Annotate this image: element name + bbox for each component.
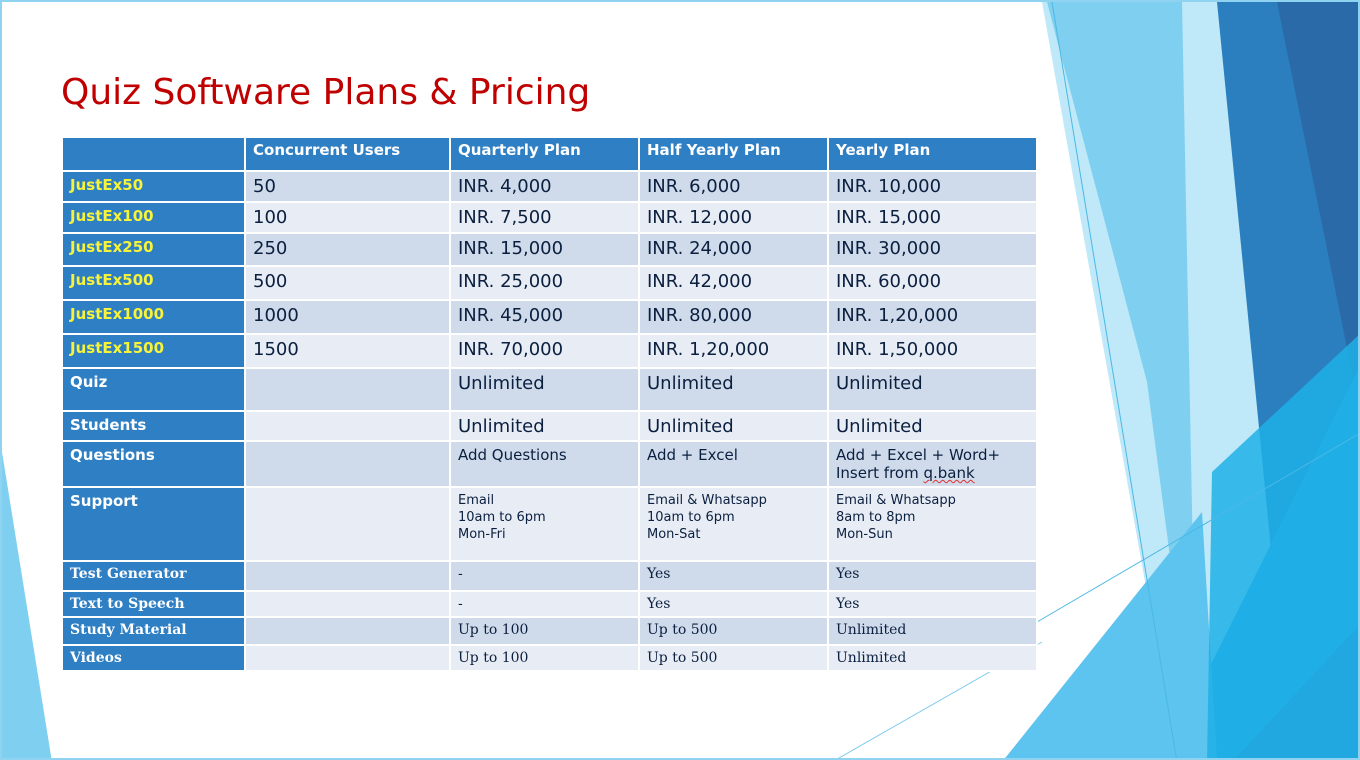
feature-yearly (828, 441, 1037, 487)
feature-yearly: Yes (828, 591, 1037, 617)
feature-label: Quiz (62, 368, 245, 411)
feature-half-yearly: Yes (639, 591, 828, 617)
feature-quarterly: Up to 100 (450, 645, 639, 671)
feature-quarterly: - (450, 591, 639, 617)
feature-half-yearly: Unlimited (639, 368, 828, 411)
plan-yearly-price: INR. 30,000 (828, 233, 1037, 266)
support-line: Email (458, 493, 495, 508)
plan-yearly-price: INR. 1,20,000 (828, 300, 1037, 334)
plan-half-yearly-price: INR. 1,20,000 (639, 334, 828, 368)
feature-yearly: Unlimited (828, 617, 1037, 645)
plan-half-yearly-price: INR. 12,000 (639, 202, 828, 233)
support-line: 10am to 6pm (647, 510, 735, 525)
plan-quarterly-price: INR. 4,000 (450, 171, 639, 202)
table-row (62, 300, 1037, 334)
feature-yearly: Yes (828, 561, 1037, 591)
feature-users-empty (245, 645, 450, 671)
table-row (62, 171, 1037, 202)
plan-name: JustEx100 (62, 202, 245, 233)
plan-yearly-price: INR. 10,000 (828, 171, 1037, 202)
plan-name: JustEx50 (62, 171, 245, 202)
support-line: Mon-Sun (836, 527, 893, 542)
questions-yearly-line2-prefix: Insert from (836, 464, 924, 482)
plan-quarterly-price: INR. 45,000 (450, 300, 639, 334)
plan-name: JustEx1000 (62, 300, 245, 334)
feature-label: Videos (62, 645, 245, 671)
feature-users-empty (245, 487, 450, 561)
table-row (62, 266, 1037, 300)
questions-yearly-line1: Add + Excel + Word+ (836, 446, 1001, 464)
support-line: Mon-Sat (647, 527, 701, 542)
feature-users-empty (245, 561, 450, 591)
support-line: Email & Whatsapp (836, 493, 956, 508)
feature-label: Students (62, 411, 245, 441)
feature-half-yearly: Add + Excel (639, 441, 828, 487)
feature-yearly: Unlimited (828, 645, 1037, 671)
header-yearly-plan: Yearly Plan (828, 137, 1037, 171)
plan-quarterly-price: INR. 25,000 (450, 266, 639, 300)
table-row-questions (62, 441, 1037, 487)
plan-name: JustEx500 (62, 266, 245, 300)
header-empty-cell (62, 137, 245, 171)
feature-label: Text to Speech (62, 591, 245, 617)
table-row-test-generator (62, 561, 1037, 591)
questions-yearly-line2 (836, 464, 1029, 482)
header-concurrent-users: Concurrent Users (245, 137, 450, 171)
slide-title: Quiz Software Plans & Pricing (61, 72, 591, 113)
feature-users-empty (245, 591, 450, 617)
feature-users-empty (245, 441, 450, 487)
plan-users: 500 (245, 266, 450, 300)
plan-users: 250 (245, 233, 450, 266)
feature-yearly: Unlimited (828, 411, 1037, 441)
table-row-support (62, 487, 1037, 561)
feature-label: Support (62, 487, 245, 561)
header-half-yearly-plan: Half Yearly Plan (639, 137, 828, 171)
feature-half-yearly: Yes (639, 561, 828, 591)
table-row (62, 233, 1037, 266)
feature-label: Study Material (62, 617, 245, 645)
feature-quarterly: Up to 100 (450, 617, 639, 645)
table-row-quiz (62, 368, 1037, 411)
plan-quarterly-price: INR. 70,000 (450, 334, 639, 368)
plan-quarterly-price: INR. 7,500 (450, 202, 639, 233)
plan-users: 50 (245, 171, 450, 202)
plan-half-yearly-price: INR. 80,000 (639, 300, 828, 334)
plan-quarterly-price: INR. 15,000 (450, 233, 639, 266)
feature-yearly (828, 487, 1037, 561)
plan-half-yearly-price: INR. 42,000 (639, 266, 828, 300)
plan-users: 1000 (245, 300, 450, 334)
table-row (62, 334, 1037, 368)
plan-half-yearly-price: INR. 24,000 (639, 233, 828, 266)
feature-quarterly: Unlimited (450, 411, 639, 441)
feature-label: Test Generator (62, 561, 245, 591)
feature-users-empty (245, 368, 450, 411)
feature-users-empty (245, 617, 450, 645)
plan-name: JustEx250 (62, 233, 245, 266)
plan-users: 1500 (245, 334, 450, 368)
plan-half-yearly-price: INR. 6,000 (639, 171, 828, 202)
feature-half-yearly: Unlimited (639, 411, 828, 441)
feature-quarterly: Unlimited (450, 368, 639, 411)
plan-name: JustEx1500 (62, 334, 245, 368)
questions-yearly-qbank: q.bank (923, 464, 975, 482)
header-quarterly-plan: Quarterly Plan (450, 137, 639, 171)
feature-quarterly: - (450, 561, 639, 591)
feature-half-yearly (639, 487, 828, 561)
feature-half-yearly: Up to 500 (639, 645, 828, 671)
feature-half-yearly: Up to 500 (639, 617, 828, 645)
support-line: Email & Whatsapp (647, 493, 767, 508)
table-row-students (62, 411, 1037, 441)
plan-yearly-price: INR. 1,50,000 (828, 334, 1037, 368)
plan-users: 100 (245, 202, 450, 233)
support-line: 8am to 8pm (836, 510, 916, 525)
support-line: Mon-Fri (458, 527, 506, 542)
table-row-text-to-speech (62, 591, 1037, 617)
table-row (62, 202, 1037, 233)
table-row-videos (62, 645, 1037, 671)
table-row-study-material (62, 617, 1037, 645)
feature-quarterly: Add Questions (450, 441, 639, 487)
plan-yearly-price: INR. 60,000 (828, 266, 1037, 300)
support-line: 10am to 6pm (458, 510, 546, 525)
feature-label: Questions (62, 441, 245, 487)
feature-quarterly (450, 487, 639, 561)
feature-users-empty (245, 411, 450, 441)
plan-yearly-price: INR. 15,000 (828, 202, 1037, 233)
feature-yearly: Unlimited (828, 368, 1037, 411)
pricing-table (61, 136, 1038, 672)
deco-left-shard (2, 452, 52, 760)
table-header-row (62, 137, 1037, 171)
